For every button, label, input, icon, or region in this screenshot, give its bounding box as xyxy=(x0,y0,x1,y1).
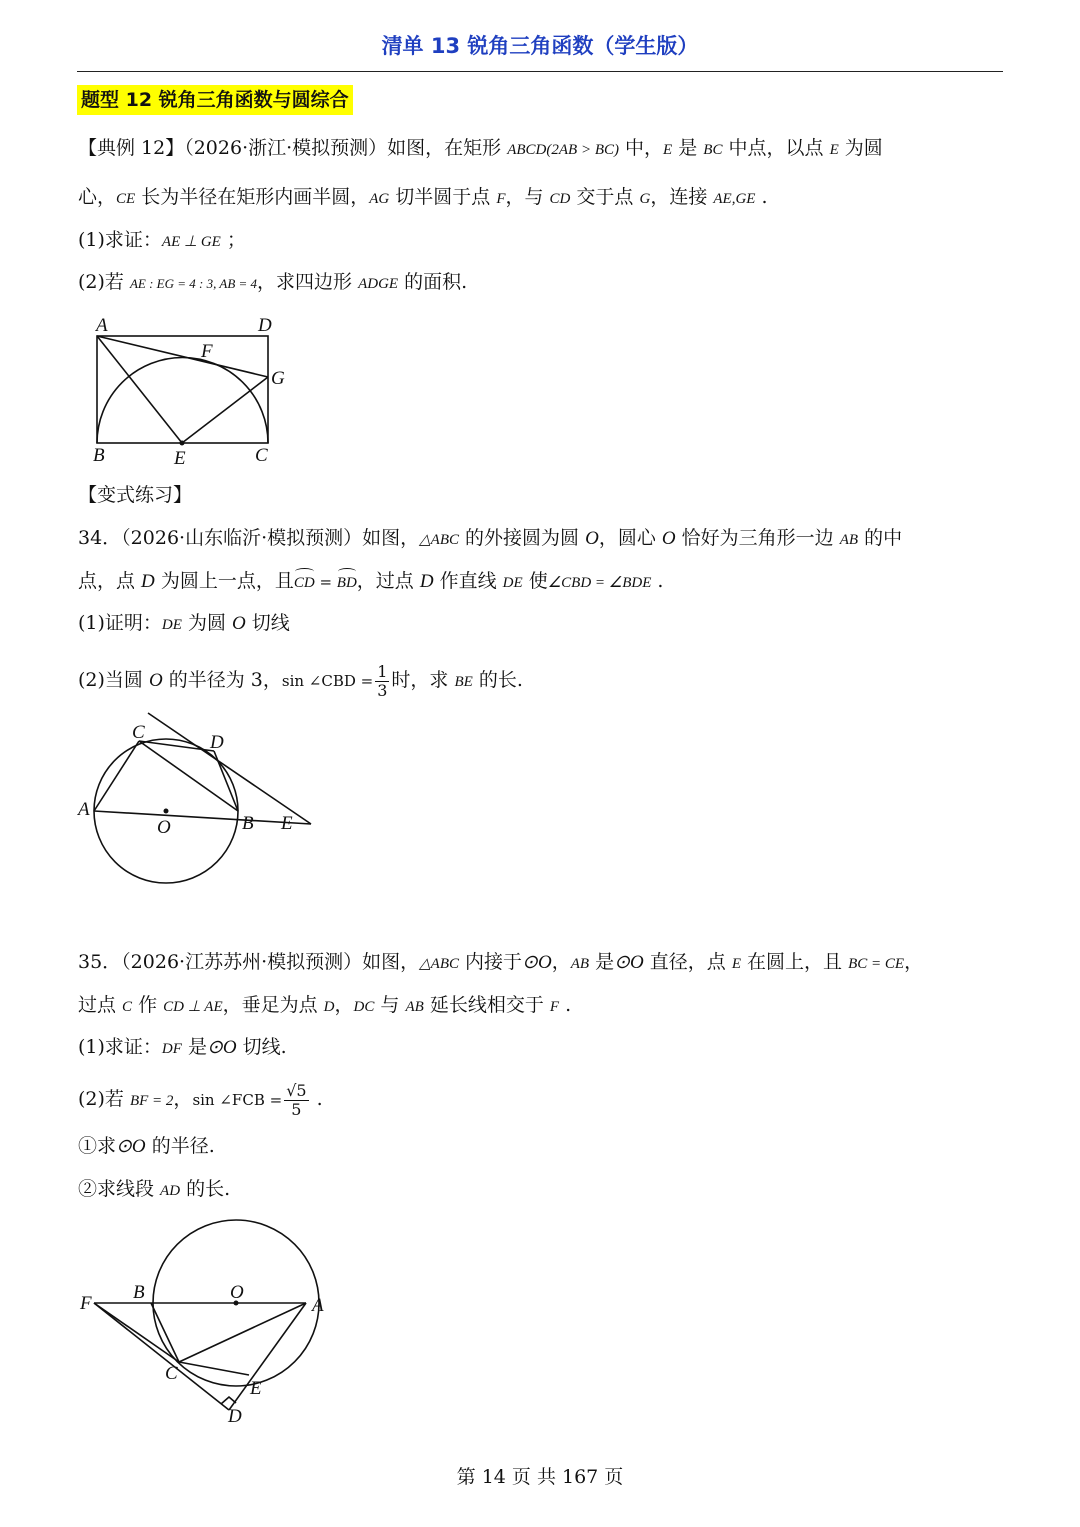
label-e: E xyxy=(281,813,293,834)
math-triangle: △ABC xyxy=(419,956,459,972)
label-f: F xyxy=(201,341,213,362)
math-perp: AE ⊥ GE xyxy=(161,234,221,250)
label-o: O xyxy=(157,817,171,838)
p34-text: 的长. xyxy=(472,669,523,691)
question-label: (2)若 xyxy=(78,271,130,293)
p34-text: 使 xyxy=(522,570,548,592)
p34-text: 切线 xyxy=(245,612,290,634)
p34-text: 的外接圆为圆 xyxy=(459,527,586,549)
figure-circle-diameter-tangent xyxy=(70,1215,350,1430)
example-line-2 xyxy=(78,185,768,211)
p35-text: ， xyxy=(551,951,571,973)
label-o: O xyxy=(230,1282,244,1303)
math-bc: BC xyxy=(703,142,723,158)
math-sin: sin ∠CBD = xyxy=(281,672,374,690)
practice-label: 【变式练习】 xyxy=(78,484,193,506)
section-title: 题型 12 锐角三角函数与圆综合 xyxy=(77,85,353,115)
fraction-one-third xyxy=(375,663,389,700)
fraction-numerator: 1 xyxy=(377,661,388,681)
p34-line-1 xyxy=(78,526,902,552)
p35-text: ， xyxy=(904,951,924,973)
p35-text: 是 xyxy=(181,1036,207,1058)
p34-text: 34．（2026·山东临沂·模拟预测）如图， xyxy=(78,527,420,549)
math-ab: AB xyxy=(405,999,424,1015)
math-arc-bd: BD xyxy=(337,571,357,595)
p35-text: 是 xyxy=(589,951,615,973)
math-o: O xyxy=(661,528,676,549)
math-ab: AB xyxy=(570,956,590,972)
math-e: E xyxy=(663,142,673,158)
p34-text: 为圆上一点，且 xyxy=(154,570,294,592)
math-condition: (2AB > BC) xyxy=(546,142,619,158)
line-ce xyxy=(179,1362,249,1375)
example-q1 xyxy=(78,228,246,254)
example-text: ； xyxy=(220,229,246,251)
example-text: 为圆 xyxy=(838,137,883,159)
math-o: O xyxy=(148,670,163,691)
math-de: DE xyxy=(502,575,523,591)
label-g: G xyxy=(271,368,285,389)
label-d: D xyxy=(258,315,272,336)
p34-text: ，过点 xyxy=(356,570,420,592)
p35-text: 的长. xyxy=(180,1178,231,1200)
p35-text: ②求线段 xyxy=(78,1178,161,1200)
p35-text: 直径，点 xyxy=(643,951,732,973)
line-de xyxy=(148,713,311,824)
p35-text: 切线. xyxy=(236,1036,287,1058)
fraction-denominator: 3 xyxy=(377,680,388,700)
figure-circle-tangent xyxy=(70,705,330,895)
math-circle-o: ⊙O xyxy=(522,952,552,973)
p35-q2 xyxy=(78,1078,323,1122)
point-e xyxy=(180,441,185,446)
p34-text: 时，求 xyxy=(391,669,455,691)
math-f: F xyxy=(549,999,560,1015)
p35-line-1 xyxy=(78,950,923,976)
math-de: DE xyxy=(161,617,182,633)
p34-line-2 xyxy=(78,569,663,595)
p34-q2 xyxy=(78,660,523,702)
math-bf: BF = 2 xyxy=(129,1093,174,1109)
figure-rectangle-semicircle xyxy=(80,310,310,475)
math-angle-eq: ∠CBD = ∠BDE xyxy=(547,575,652,591)
label-b: B xyxy=(93,445,105,466)
math-ab: AB xyxy=(839,532,859,548)
math-sin: sin ∠FCB = xyxy=(192,1091,283,1109)
p35-text: 延长线相交于 xyxy=(423,994,550,1016)
line-fc xyxy=(94,1303,179,1362)
math-adge: ADGE xyxy=(358,276,399,292)
label-f: F xyxy=(80,1293,92,1314)
math-be: BE xyxy=(454,674,473,690)
example-text: 切半圆于点 xyxy=(389,186,497,208)
p34-text: 恰好为三角形一边 xyxy=(675,527,840,549)
p34-text: 为圆 xyxy=(181,612,233,634)
question-label: (1)求证： xyxy=(78,229,162,251)
p35-text: 35．（2026·江苏苏州·模拟预测）如图， xyxy=(78,951,420,973)
p35-text: 内接于 xyxy=(459,951,523,973)
header-title: 清单 13 锐角三角函数（学生版） xyxy=(381,34,699,58)
label-c: C xyxy=(255,445,268,466)
label-e: E xyxy=(174,448,186,469)
example-text: 【典例 12】（2026·浙江·模拟预测）如图，在矩形 xyxy=(78,137,508,159)
example-q2 xyxy=(78,270,467,296)
label-b: B xyxy=(242,813,254,834)
example-text: 中点，以点 xyxy=(722,137,830,159)
p35-text: 在圆上，且 xyxy=(741,951,849,973)
fraction-denominator: 5 xyxy=(291,1099,302,1119)
question-label: (1)证明： xyxy=(78,612,162,634)
p34-text: 作直线 xyxy=(433,570,503,592)
p34-q1 xyxy=(78,611,290,637)
math-arc-cd: CD xyxy=(294,571,315,595)
math-o: O xyxy=(232,613,246,634)
p35-text: ，垂足为点 xyxy=(222,994,324,1016)
math-circle-o: ⊙O xyxy=(116,1136,146,1157)
fraction-sqrt5-over-5 xyxy=(284,1082,308,1119)
p35-text: . xyxy=(559,994,572,1016)
p35-text: 与 xyxy=(374,994,406,1016)
math-triangle: △ABC xyxy=(419,532,459,548)
p35-text: 作 xyxy=(132,994,164,1016)
label-d: D xyxy=(210,732,224,753)
p34-text: 点，点 xyxy=(78,570,142,592)
header-rule xyxy=(77,71,1003,72)
example-text: 中， xyxy=(618,137,664,159)
fraction-numerator: √5 xyxy=(286,1080,307,1100)
math-circle-o: ⊙O xyxy=(614,952,644,973)
label-e: E xyxy=(250,1378,262,1399)
example-line-1 xyxy=(78,136,883,162)
label-c: C xyxy=(132,722,145,743)
math-dc: DC xyxy=(353,999,375,1015)
math-ce: CE xyxy=(116,191,136,207)
line-ae xyxy=(94,811,311,824)
rectangle-abcd xyxy=(97,336,268,443)
page-footer: 第 14 页 共 167 页 xyxy=(456,1466,624,1488)
math-perp: CD ⊥ AE xyxy=(163,999,223,1015)
math-e: E xyxy=(731,956,742,972)
p35-text: ， xyxy=(334,994,354,1016)
label-a: A xyxy=(312,1295,324,1316)
p35-sub1 xyxy=(78,1134,215,1159)
label-d: D xyxy=(228,1406,242,1427)
p34-text: . xyxy=(651,570,664,592)
example-text: 长为半径在矩形内画半圆， xyxy=(135,186,370,208)
example-text: ，与 xyxy=(505,186,550,208)
math-ad: AD xyxy=(160,1183,181,1199)
example-text: ，连接 xyxy=(650,186,714,208)
p34-text: 的中 xyxy=(858,527,903,549)
label-c: C xyxy=(165,1363,178,1384)
line-ad xyxy=(229,1303,306,1410)
example-text: 的面积. xyxy=(398,271,468,293)
math-ae-ge: AE,GE xyxy=(713,191,756,207)
line-ae xyxy=(97,336,182,443)
math-rect: ABCD xyxy=(507,142,547,158)
question-label: (1)求证： xyxy=(78,1036,162,1058)
line-ac xyxy=(94,741,139,811)
math-d: D xyxy=(323,999,335,1015)
question-label: (2)当圆 xyxy=(78,669,149,691)
math-f: F xyxy=(496,191,506,207)
point-o xyxy=(164,809,169,814)
line-ca xyxy=(179,1303,306,1362)
p35-sub2 xyxy=(78,1177,230,1203)
line-ag xyxy=(97,336,268,377)
p34-text: ，圆心 xyxy=(598,527,662,549)
p35-line-2 xyxy=(78,993,571,1019)
math-o: O xyxy=(585,528,599,549)
p35-text: ①求 xyxy=(78,1135,117,1157)
example-text: 交于点 xyxy=(570,186,640,208)
label-a: A xyxy=(78,799,90,820)
example-text: 是 xyxy=(672,137,704,159)
label-b: B xyxy=(133,1282,145,1303)
p35-text: . xyxy=(310,1088,323,1110)
math-df: DF xyxy=(161,1041,182,1057)
math-ag: AG xyxy=(369,191,390,207)
math-ratio: AE : EG = 4 : 3, AB = 4 xyxy=(129,276,258,291)
question-label: (2)若 xyxy=(78,1088,130,1110)
label-a: A xyxy=(96,315,108,336)
math-d: D xyxy=(419,571,434,592)
p35-text: 过点 xyxy=(78,994,123,1016)
math-d: D xyxy=(141,571,155,592)
example-text: ，求四边形 xyxy=(257,271,359,293)
p34-text: 的半径为 3， xyxy=(162,669,282,691)
math-bc-ce: BC = CE xyxy=(848,956,905,972)
math-g: G xyxy=(639,191,651,207)
p35-text: 的半径. xyxy=(145,1135,215,1157)
math-c: C xyxy=(122,999,133,1015)
example-text: . xyxy=(755,186,768,208)
p35-text: ， xyxy=(173,1088,193,1110)
line-fd xyxy=(94,1303,229,1410)
math-eq: = xyxy=(314,573,337,591)
math-circle-o: ⊙O xyxy=(206,1037,237,1058)
line-ge xyxy=(182,377,268,443)
math-e: E xyxy=(829,142,839,158)
p35-q1 xyxy=(78,1035,287,1061)
example-text: 心， xyxy=(78,186,117,208)
math-cd: CD xyxy=(549,191,571,207)
